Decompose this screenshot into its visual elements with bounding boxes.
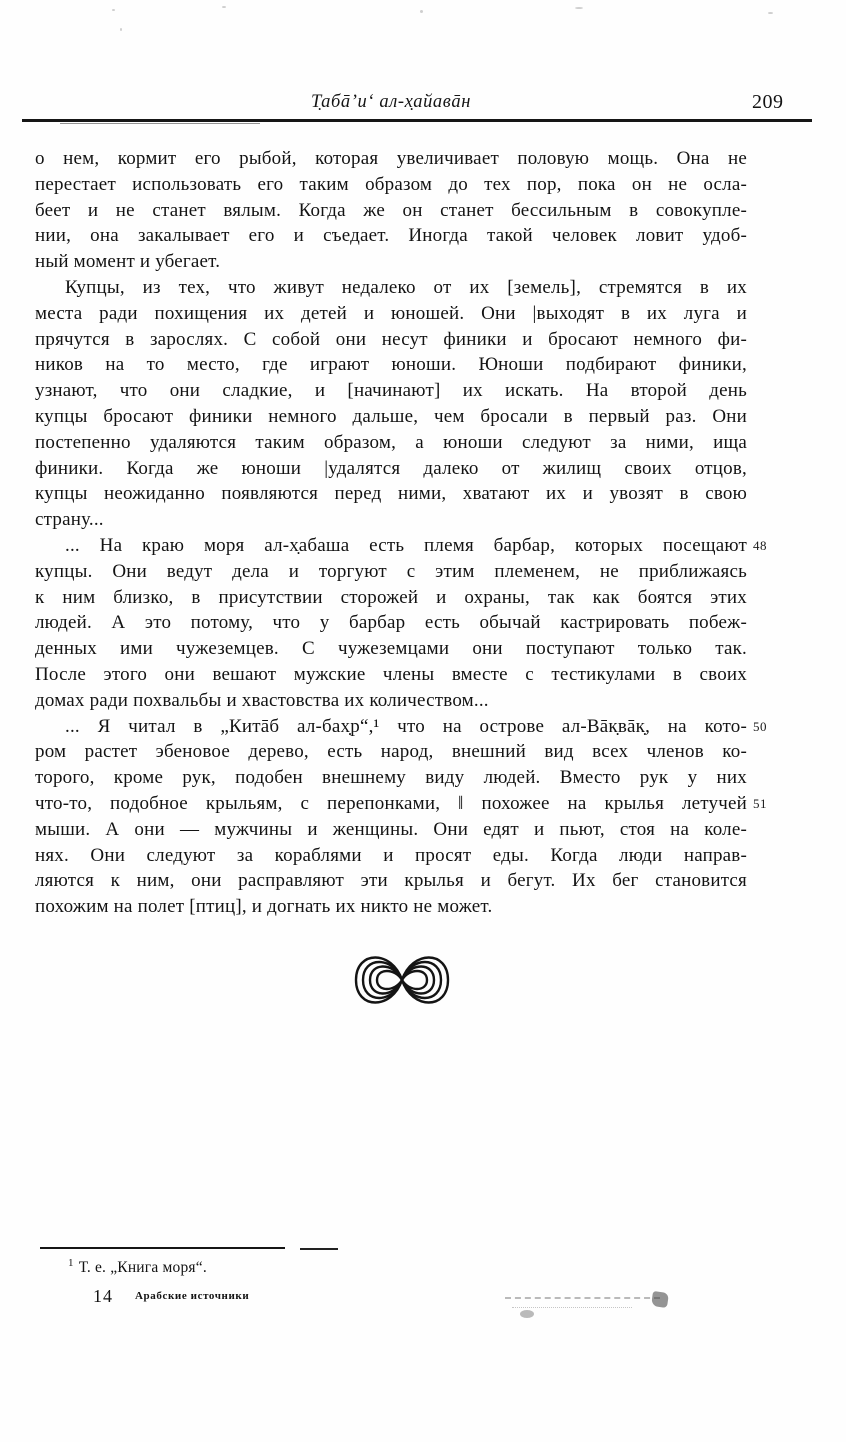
text-line: денных ими чужеземцев. С чужеземцами они поступают только так.	[35, 638, 747, 660]
text-line: ... На краю моря ал-х̣абаша есть племя барбар, которых посещают	[65, 534, 747, 556]
margin-folio-number: 51	[753, 796, 767, 811]
text-line: узнают, что они сладкие, и [начинают] их искать. На второй день	[35, 380, 747, 402]
footnote-text: Т. е. „Книга моря“.	[78, 1259, 207, 1276]
text-line: о нем, кормит его рыбой, которая увеличивает половую мощь. Она не	[35, 148, 747, 169]
text-line: похожим на полет [птиц], и догнать их никто не может.	[35, 896, 493, 918]
text-line: мыши. А они — мужчины и женщины. Они едят и пьют, стоя на коле-	[35, 818, 747, 840]
text-line: постепенно удаляются таким образом, а юноши следуют за ними, ища	[35, 431, 747, 453]
text-line: домах ради похвальбы и хвастовства их количеством...	[35, 689, 489, 711]
text-line: прячутся в зарослях. С собой они несут финики и бросают немного фи-	[35, 328, 747, 350]
paragraph	[35, 533, 747, 714]
text-block	[35, 146, 747, 920]
text-line: перестает использовать его таким образом до тех пор, пока он не осла-	[35, 173, 747, 195]
text-line: места ради похищения их детей и юношей. Они |выходят в их луга и	[35, 302, 747, 324]
text-line: После этого они вешают мужские члены вместе с тестикулами в своих	[35, 663, 747, 685]
text-line: Купцы, из тех, что живут недалеко от их [земель], стремятся в их	[65, 276, 747, 298]
paragraph	[35, 275, 747, 533]
ink-smudge	[651, 1291, 669, 1308]
text-line: купцы бросают финики немного дальше, чем бросали в первый раз. Они	[35, 405, 747, 427]
text-line: торого, кроме рук, подобен внешнему виду людей. Вместо рук у них	[35, 767, 747, 789]
text-line: нях. Они следуют за кораблями и просят еды. Когда люди направ-	[35, 844, 747, 866]
margin-folio-number: 50	[753, 719, 767, 734]
signature-title: Арабские источники	[135, 1290, 250, 1302]
text-line: страну...	[35, 509, 104, 531]
header-rule	[22, 119, 812, 122]
text-line: ников на то место, где играют юноши. Юноши подбирают финики,	[35, 354, 747, 376]
text-line: людей. А это потому, что у барбар есть обычай кастрировать побеж-	[35, 612, 747, 634]
margin-folio-number: 48	[753, 538, 767, 553]
text-line: ляются к ним, они расправляют эти крылья и бегут. Их бег становится	[35, 870, 747, 892]
footnote	[68, 1257, 207, 1277]
signature-number: 14	[93, 1286, 113, 1306]
text-line: ный момент и убегает.	[35, 251, 221, 273]
page-number: 209	[752, 91, 784, 113]
text-line: купцы. Они ведут дела и торгуют с этим племенем, не приближаясь	[35, 560, 747, 582]
ink-smudge	[520, 1310, 534, 1318]
infinity-knot-ornament-icon	[354, 948, 450, 1012]
footnote-marker: 1	[68, 1257, 74, 1269]
text-line: ром растет эбеновое дерево, есть народ, внешний вид всех членов ко-	[35, 741, 747, 763]
text-line: ... Я читал в „Китāб ал-бах̣р“,¹ что на острове ал-Вāк̣вāк̣, на кото-	[65, 715, 747, 737]
footnote-rule-fragment	[300, 1248, 338, 1250]
text-line: купцы неожиданно появляются перед ними, хватают их и увозят в свою	[35, 483, 747, 505]
text-line: финики. Когда же юноши |удалятся далеко от жилищ своих отцов,	[35, 457, 747, 479]
paragraph	[35, 146, 747, 275]
signature-line	[93, 1286, 250, 1307]
paragraph	[35, 714, 747, 920]
running-head: Т̣абā’и‘ ал-х̣айавāн	[310, 92, 472, 112]
text-line: к ним близко, в присутствии сторожей и охраны, так как боятся этих	[35, 586, 747, 608]
text-line: что-то, подобное крыльям, с перепонками, ‖ похожее на крылья летучей	[35, 792, 747, 814]
ink-smudge	[505, 1297, 660, 1299]
text-line: беет и не станет вялым. Когда же он станет бессильным в совокупле-	[35, 199, 747, 221]
text-line: нии, она закалывает его и съедает. Иногда такой человек ловит удоб-	[35, 225, 747, 247]
ink-smudge	[512, 1307, 632, 1308]
header-rule-shadow	[60, 123, 260, 124]
footnote-rule	[40, 1247, 285, 1249]
